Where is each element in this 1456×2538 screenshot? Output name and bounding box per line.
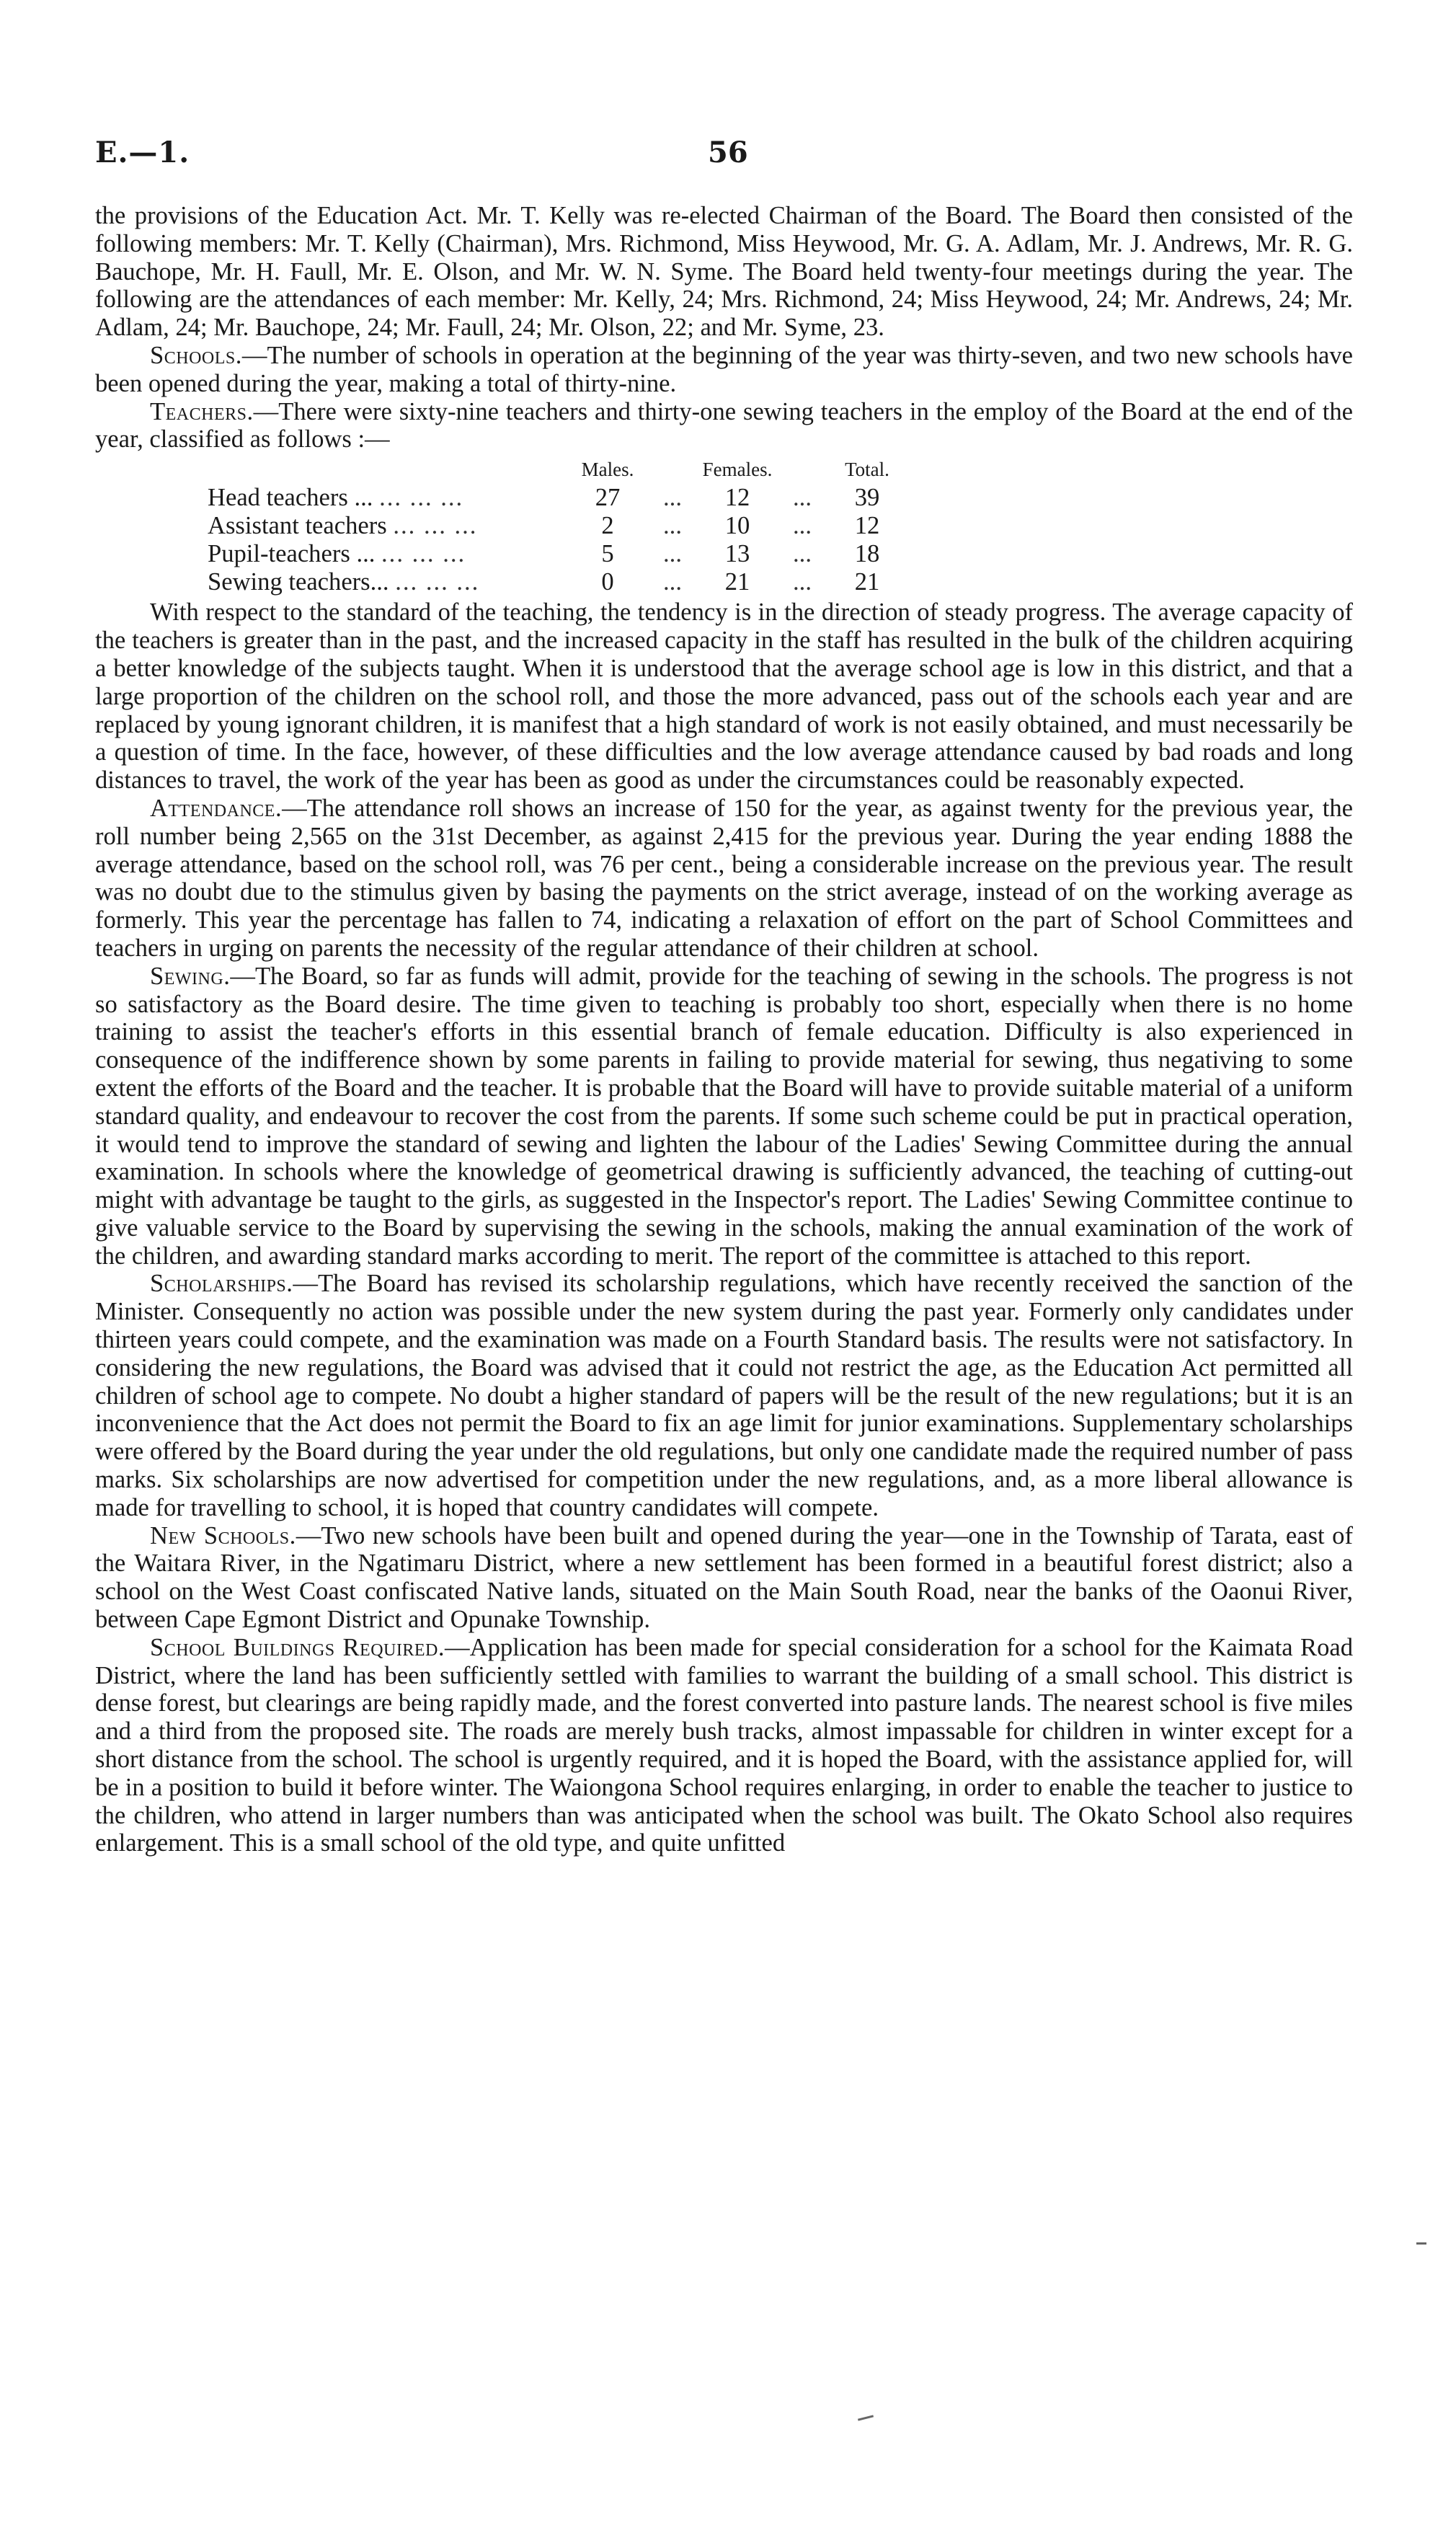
cell-total: 39 bbox=[854, 484, 880, 512]
paragraph-sewing bbox=[95, 963, 1353, 1270]
dot-separator: ... bbox=[663, 567, 682, 596]
cell-total: 12 bbox=[854, 511, 880, 539]
page-header bbox=[95, 136, 1364, 179]
row-label: Assistant teachers bbox=[208, 511, 387, 539]
dot-separator: ... bbox=[663, 511, 682, 539]
cell-females: 13 bbox=[724, 539, 750, 567]
section-heading-school-buildings: School Buildings Required. bbox=[150, 1633, 445, 1661]
dot-separator: ... bbox=[663, 484, 682, 512]
section-heading-new-schools: New Schools. bbox=[150, 1521, 296, 1549]
section-heading-attendance: Attendance. bbox=[150, 794, 283, 822]
paragraph-schools bbox=[95, 342, 1353, 398]
table-header-row bbox=[208, 455, 907, 484]
teachers-table bbox=[208, 455, 907, 596]
section-heading-schools: Schools. bbox=[150, 341, 242, 369]
cell-males: 27 bbox=[595, 484, 621, 512]
cell-males: 5 bbox=[601, 539, 614, 567]
row-label: Pupil-teachers ... bbox=[208, 539, 376, 567]
dot-separator: ... bbox=[663, 539, 682, 567]
section-heading-teachers: Teachers. bbox=[150, 397, 254, 425]
column-header-males: Males. bbox=[581, 459, 634, 481]
paragraph-school-buildings bbox=[95, 1634, 1353, 1857]
cell-males: 0 bbox=[601, 567, 614, 596]
table-row bbox=[208, 484, 907, 512]
dot-leader: ... ... ... bbox=[379, 484, 464, 512]
column-header-total: Total. bbox=[845, 459, 889, 481]
paragraph-text: —Application has been made for special consideration for a school for the Kaimata Road District, where the land has been sufficiently settled with families to warrant the building of a small school. This district is dense forest, but clearings are being rapidly made, and the forest converted into pasture lands. The nearest school is five miles and a third from the proposed site. The roads are merely bush tracks, almost impassable for children in winter except for a short distance from the school. The school is urgently required, and it is hoped the Board, with the assistance applied for, will be in a position to build it before winter. The Waiongona School requires enlarging, in order to enable the teacher to justice to the children, who attend in larger numbers than was anticipated when the school was built. The Okato School also requires enlargement. This is a small school of the old type, and quite unfitted bbox=[95, 1633, 1354, 1857]
paragraph-teaching-standard: With respect to the standard of the teaching, the tendency is in the direction of steady progress. The average capacity of the teachers is greater than in the past, and the increased capacity in the staff has resulted in the bulk of the children acquiring a better knowledge of the subjects taught. When it is understood that the average school age is low in this district, and that a large proportion of the children on the school roll, and those the more advanced, pass out of the schools each year and are replaced by young ignorant children, it is manifest that a high standard of work is not easily obtained, and must necessarily be a question of time. In the face, however, of these difficulties and the low average attendance caused by bad roads and long distances to travel, the work of the year has been as good as under the circumstances could be reasonably expected. bbox=[95, 598, 1353, 795]
document-code: E.—1. bbox=[95, 136, 190, 169]
table-row bbox=[208, 540, 907, 568]
table-row bbox=[208, 512, 907, 540]
body-text bbox=[95, 202, 1353, 1857]
paragraph-teachers bbox=[95, 398, 1353, 454]
dot-separator: ... bbox=[793, 484, 812, 512]
dot-separator: ... bbox=[793, 539, 812, 567]
paragraph-text: —The attendance roll shows an increase of 150 for the year, as against twenty for the previous year, the roll number being 2,565 on the 31st December, as against 2,415 for the previous year. During the year ending 1888 the average attendance, based on the school roll, was 76 per cent., being a considerable increase on the previous year. The result was no doubt due to the stimulus given by basing the payments on the strict average, instead of on the working average as formerly. This year the percentage has fallen to 74, indicating a relaxation of effort on the part of School Committees and teachers in urging on parents the necessity of the regular attendance of their children at school. bbox=[95, 794, 1353, 962]
paragraph-text: —Two new schools have been built and opened during the year—one in the Township of Tarata, east of the Waitara River, in the Ngatimaru District, where a new settlement has been formed in a beautiful forest district; also a school on the West Coast confiscated Native lands, situated on the Main South Road, near the banks of the Oaonui River, between Cape Egmont District and Opunake Township. bbox=[95, 1521, 1353, 1634]
dot-leader: ... ... ... bbox=[395, 567, 480, 596]
dot-separator: ... bbox=[793, 511, 812, 539]
cell-total: 18 bbox=[854, 539, 880, 567]
table-row bbox=[208, 568, 907, 596]
dot-leader: ... ... ... bbox=[393, 511, 478, 539]
cell-females: 12 bbox=[724, 484, 750, 512]
dot-leader: ... ... ... bbox=[381, 539, 466, 567]
section-heading-scholarships: Scholarships. bbox=[150, 1270, 293, 1298]
paragraph-scholarships bbox=[95, 1270, 1353, 1521]
paragraph-board-members: the provisions of the Education Act. Mr. T. Kelly was re-elected Chairman of the Board. The Board then consisted of the following members: Mr. T. Kelly (Chairman), Mrs. Richmond, Miss Heywood, Mr. G. A. Adlam, Mr. J. Andrews, Mr. R. G. Bauchope, Mr. H. Faull, Mr. E. Olson, and Mr. W. N. Syme. The Board held twenty-four meetings during the year. The following are the attendances of each member: Mr. Kelly, 24; Mrs. Richmond, 24; Miss Heywood, 24; Mr. Andrews, 24; Mr. Adlam, 24; Mr. Bauchope, 24; Mr. Faull, 24; Mr. Olson, 22; and Mr. Syme, 23. bbox=[95, 202, 1353, 342]
row-label: Head teachers ... bbox=[208, 484, 373, 512]
cell-total: 21 bbox=[854, 567, 880, 596]
cell-males: 2 bbox=[601, 511, 614, 539]
margin-mark bbox=[1416, 2242, 1426, 2245]
section-heading-sewing: Sewing. bbox=[150, 962, 231, 990]
paragraph-text: —The Board has revised its scholarship regulations, which have recently received the sanction of the Minister. Consequently no action was possible under the new system during the past year. Formerly only candidates under thirteen years could compete, and the examination was made on a Fourth Standard basis. The results were not satisfactory. In considering the new regulations, the Board was advised that it could not restrict the age, as the Education Act permitted all children of school age to compete. No doubt a higher standard of papers will be the result of the new regulations; but it is an inconvenience that the Act does not permit the Board to fix an age limit for junior examinations. Supplementary scholarships were offered by the Board during the year under the old regulations, but only one candidate made the required number of pass marks. Six scholarships are now advertised for competition under the new regulations, and, as a more liberal allowance is made for travelling to school, it is hoped that country candidates will compete. bbox=[95, 1270, 1353, 1521]
paragraph-new-schools bbox=[95, 1522, 1353, 1634]
footer-mark bbox=[858, 2415, 874, 2420]
paragraph-attendance bbox=[95, 795, 1353, 963]
page-number: 56 bbox=[708, 136, 748, 169]
dot-separator: ... bbox=[793, 567, 812, 596]
cell-females: 21 bbox=[724, 567, 750, 596]
cell-females: 10 bbox=[724, 511, 750, 539]
paragraph-text: —The number of schools in operation at the beginning of the year was thirty-seven, and two new schools have been opened during the year, making a total of thirty-nine. bbox=[95, 341, 1353, 397]
column-header-females: Females. bbox=[702, 459, 773, 481]
paragraph-text: —There were sixty-nine teachers and thirty-one sewing teachers in the employ of the Board at the end of the year, classified as follows :— bbox=[95, 397, 1353, 454]
row-label: Sewing teachers... bbox=[208, 567, 389, 596]
paragraph-text: —The Board, so far as funds will admit, provide for the teaching of sewing in the schools. The progress is not so satisfactory as the Board desire. The time given to teaching is probably too short, especially when there is no home training to assist the teacher's efforts in this essential branch of female education. Difficulty is also experienced in consequence of the indifference shown by some parents in failing to provide material for sewing, thus negativing to some extent the efforts of the Board and the teacher. It is probable that the Board will have to provide suitable material of a uniform standard quality, and endeavour to recover the cost from the parents. If some such scheme could be put in practical operation, it would tend to improve the standard of sewing and lighten the labour of the Ladies' Sewing Committee during the annual examination. In schools where the knowledge of geometrical drawing is sufficiently advanced, the teaching of cutting-out might with advantage be taught to the girls, as suggested in the Inspector's report. The Ladies' Sewing Committee continue to give valuable service to the Board by supervising the sewing in the schools, making the annual examination of the work of the children, and awarding standard marks according to merit. The report of the committee is attached to this report. bbox=[95, 962, 1353, 1270]
